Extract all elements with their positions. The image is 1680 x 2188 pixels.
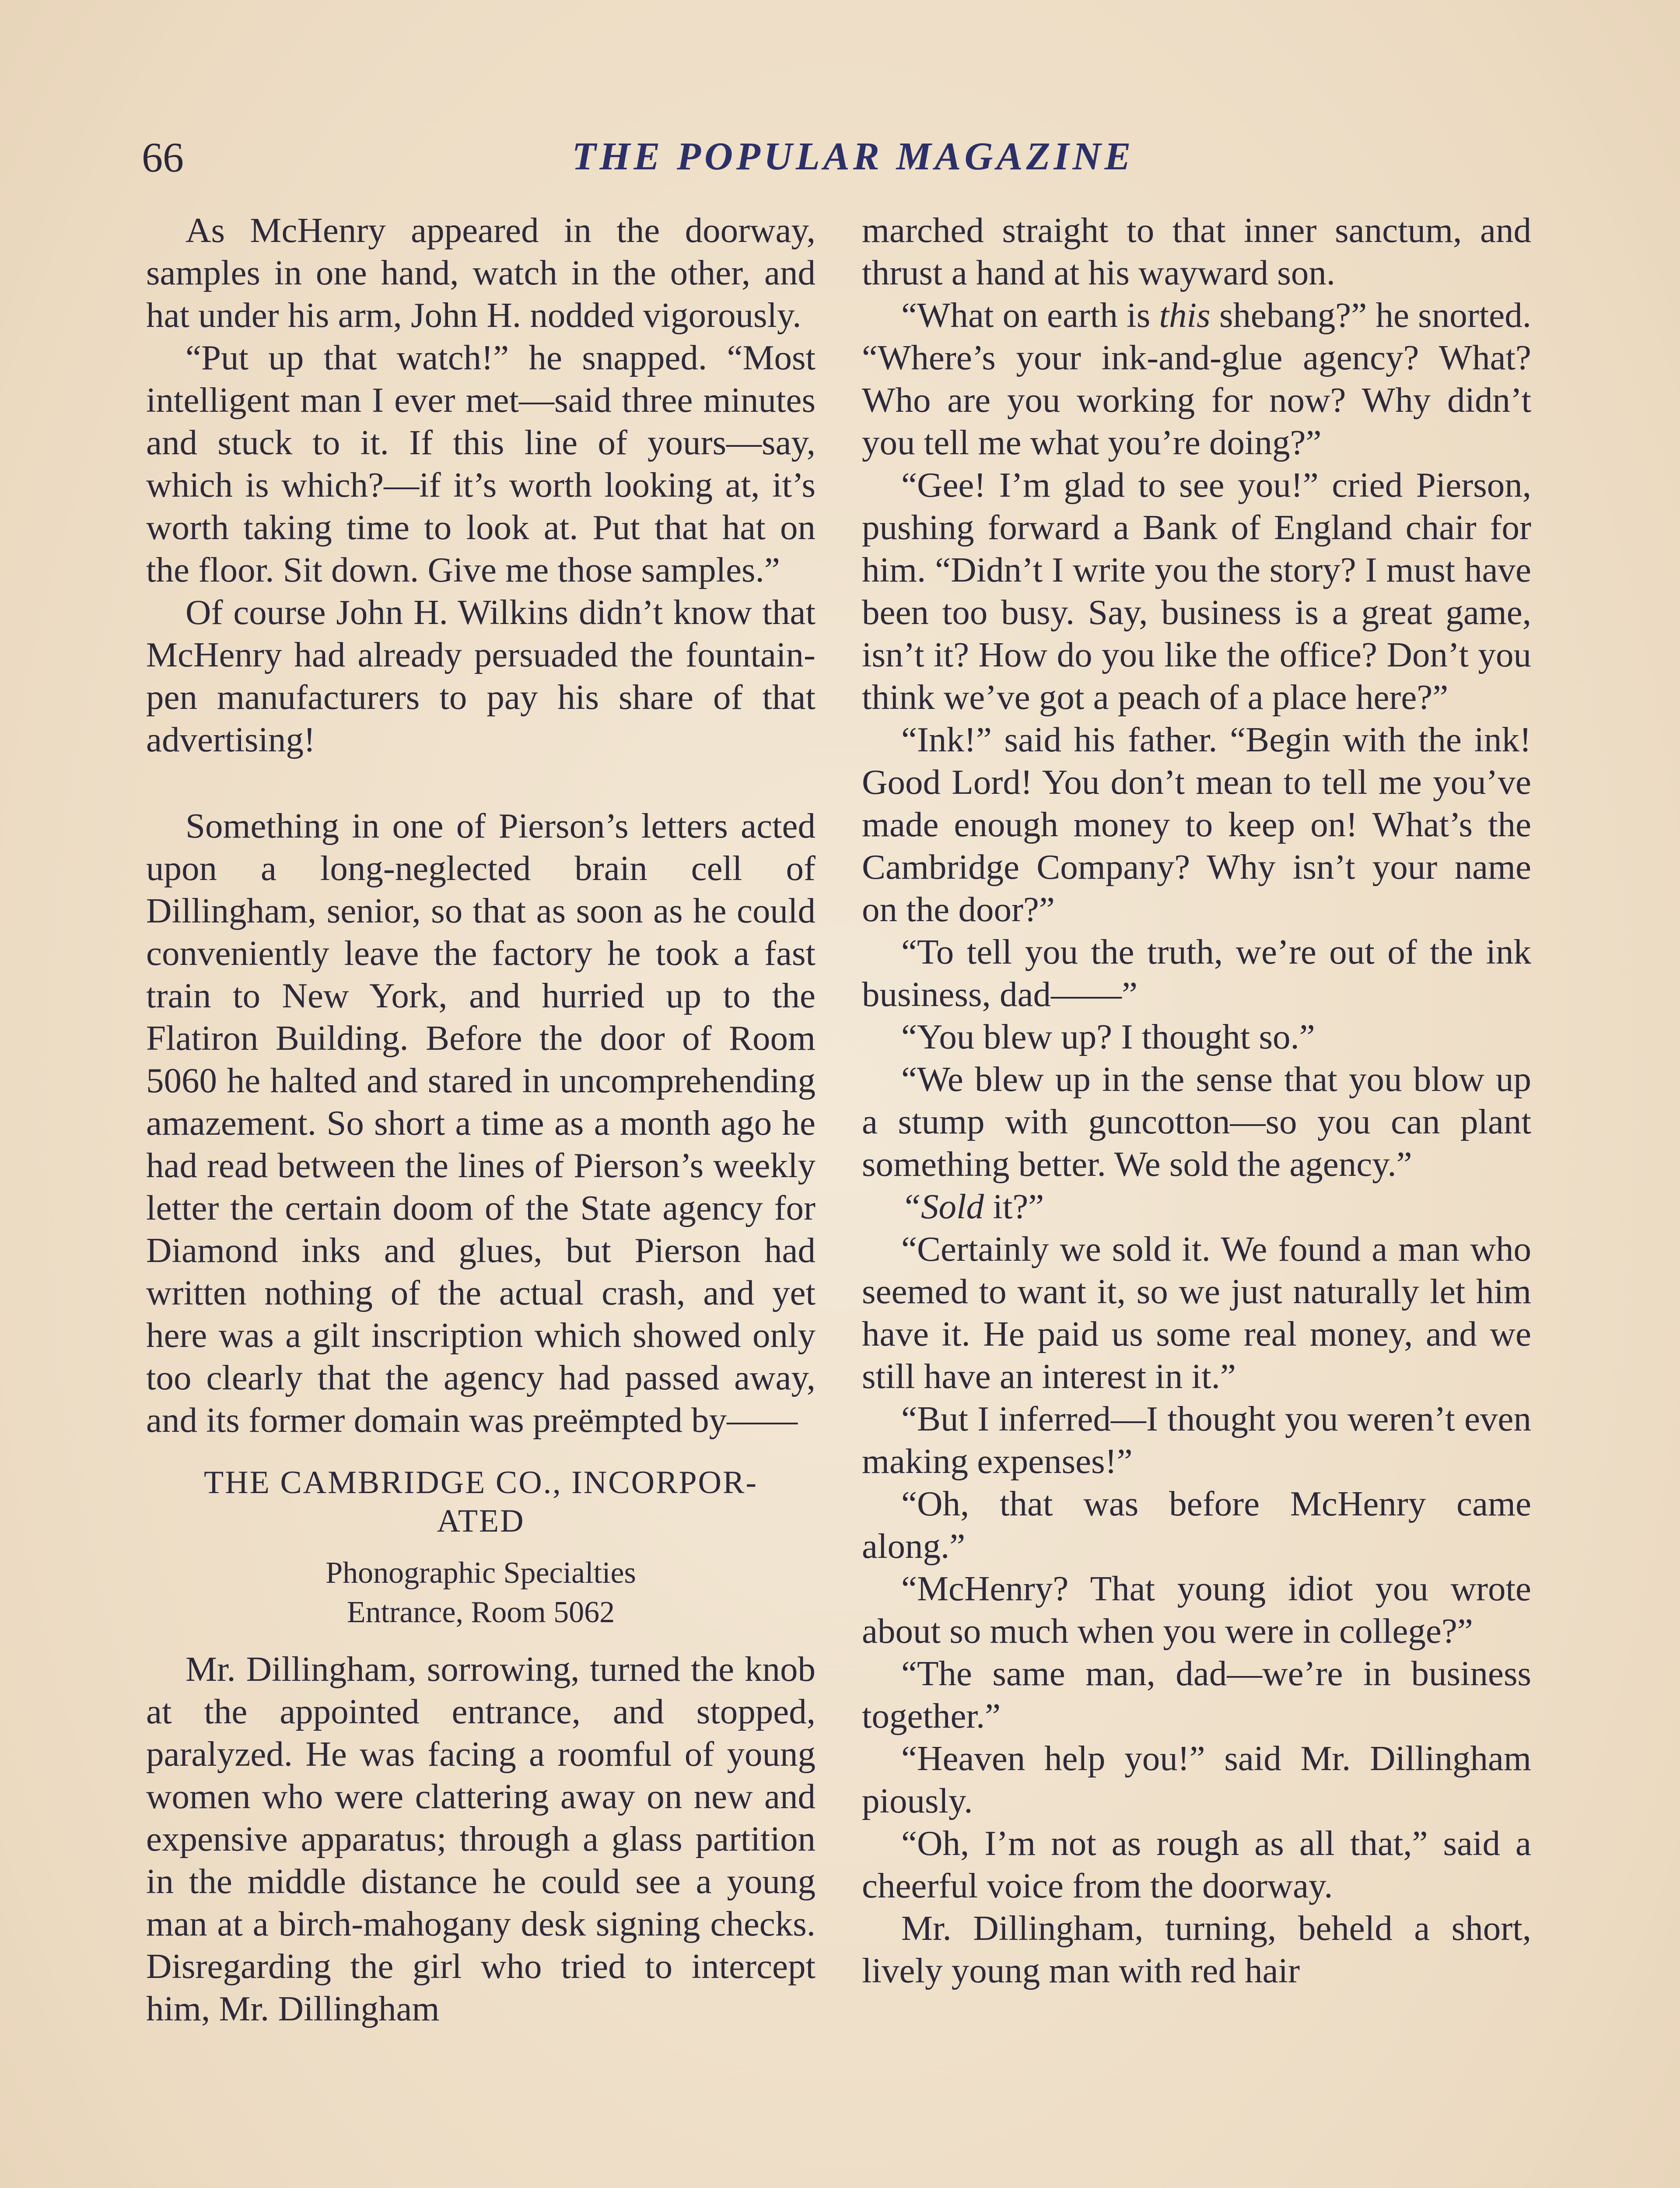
paragraph: “Put up that watch!” he snapped. “Most intelligent man I ever met—said three minutes and stuck to it. If this line of yours—say, which is which?—if it’s worth looking at, it’s worth taking time to look at. Put that hat on the floor. Sit down. Give me those samples.”: [146, 338, 816, 589]
paragraph: “Certainly we sold it. We found a man who seemed to want it, so we just naturally let him have it. He paid us some real money, and we still have an interest in it.”: [862, 1229, 1531, 1396]
paragraph: Of course John H. Wilkins didn’t know that McHenry had already persuaded the fountain-pen manufacturers to pay his share of that advertising!: [146, 593, 816, 759]
left-column: [146, 209, 816, 2030]
text-run: “What on earth is: [901, 295, 1159, 335]
door-inscription: [146, 1463, 816, 1632]
right-column: [862, 209, 1531, 1992]
paragraph: As McHenry appeared in the doorway, samples in one hand, watch in the other, and hat under his arm, John H. nodded vigorously.: [146, 210, 816, 335]
inscription-line: THE CAMBRIDGE CO., INCORPOR-: [203, 1465, 758, 1501]
paragraph: “We blew up in the sense that you blow up a stump with guncotton—so you can plant something better. We sold the agency.”: [862, 1059, 1531, 1184]
paragraph: “The same man, dad—we’re in business together.”: [862, 1654, 1531, 1736]
inscription-line: Phonographic Specialties: [326, 1556, 636, 1590]
italic-run: “Sold: [901, 1187, 984, 1226]
paragraph: “Gee! I’m glad to see you!” cried Pierson, pushing forward a Bank of England chair for him. “Didn’t I write you the story? I must have been too busy. Say, business is a great game, isn’t it? How do you like the office? Don’t you think we’ve got a peach of a place here?”: [862, 465, 1531, 717]
page-number: 66: [142, 134, 184, 181]
paragraph: Something in one of Pierson’s letters acted upon a long-neglected brain cell of Dillingham, senior, so that as soon as he could conveniently leave the factory he took a fast train to New York, and hurried up to the Flatiron Building. Before the door of Room 5060 he halted and stared in uncomprehending amazement. So short a time as a month ago he had read between the lines of Pierson’s weekly letter the certain doom of the State agency for Diamond inks and glues, but Pierson had written nothing of the actual crash, and yet here was a gilt inscription which showed only too clearly that the agency had passed away, and its former domain was preëmpted by——: [146, 806, 816, 1440]
paragraph: “But I inferred—I thought you weren’t even making expenses!”: [862, 1399, 1531, 1481]
paragraph: “McHenry? That young idiot you wrote about so much when you were in college?”: [862, 1569, 1531, 1651]
paragraph: marched straight to that inner sanctum, and thrust a hand at his wayward son.: [862, 210, 1531, 292]
running-header: THE POPULAR MAGAZINE: [572, 135, 1134, 178]
paragraph: “Ink!” said his father. “Begin with the ink! Good Lord! You don’t mean to tell me you’ve made enough money to keep on! What’s the Cambridge Company? Why isn’t your name on the door?”: [862, 720, 1531, 929]
paragraph: [862, 294, 1531, 464]
paragraph: “You blew up? I thought so.”: [901, 1017, 1315, 1056]
paragraph: [862, 1185, 1531, 1228]
paragraph: “To tell you the truth, we’re out of the ink business, dad——”: [862, 932, 1531, 1014]
text-run: it?”: [984, 1187, 1044, 1226]
inscription-line: Entrance, Room 5062: [346, 1595, 615, 1629]
text-run: shebang?” he snorted. “Where’s your ink-and-glue agency? What? Who are you working for now? Why didn’t you tell me what you’re doing?”: [862, 295, 1531, 462]
paragraph: “Oh, that was before McHenry came along.”: [862, 1484, 1531, 1566]
paragraph: “Oh, I’m not as rough as all that,” said a cheerful voice from the doorway.: [862, 1823, 1531, 1905]
italic-run: this: [1159, 295, 1211, 335]
paragraph: Mr. Dillingham, turning, beheld a short, lively young man with red hair: [862, 1908, 1531, 1990]
paragraph: “Heaven help you!” said Mr. Dillingham piously.: [862, 1739, 1531, 1820]
paragraph: Mr. Dillingham, sorrowing, turned the knob at the appointed entrance, and stopped, paralyzed. He was facing a roomful of young women who were clattering away on new and expensive apparatus; through a glass partition in the middle distance he could see a young man at a birch-mahogany desk signing checks. Disregarding the girl who tried to intercept him, Mr. Dillingham: [146, 1649, 816, 2028]
inscription-line: ATED: [437, 1503, 525, 1539]
section-break: [146, 761, 816, 805]
